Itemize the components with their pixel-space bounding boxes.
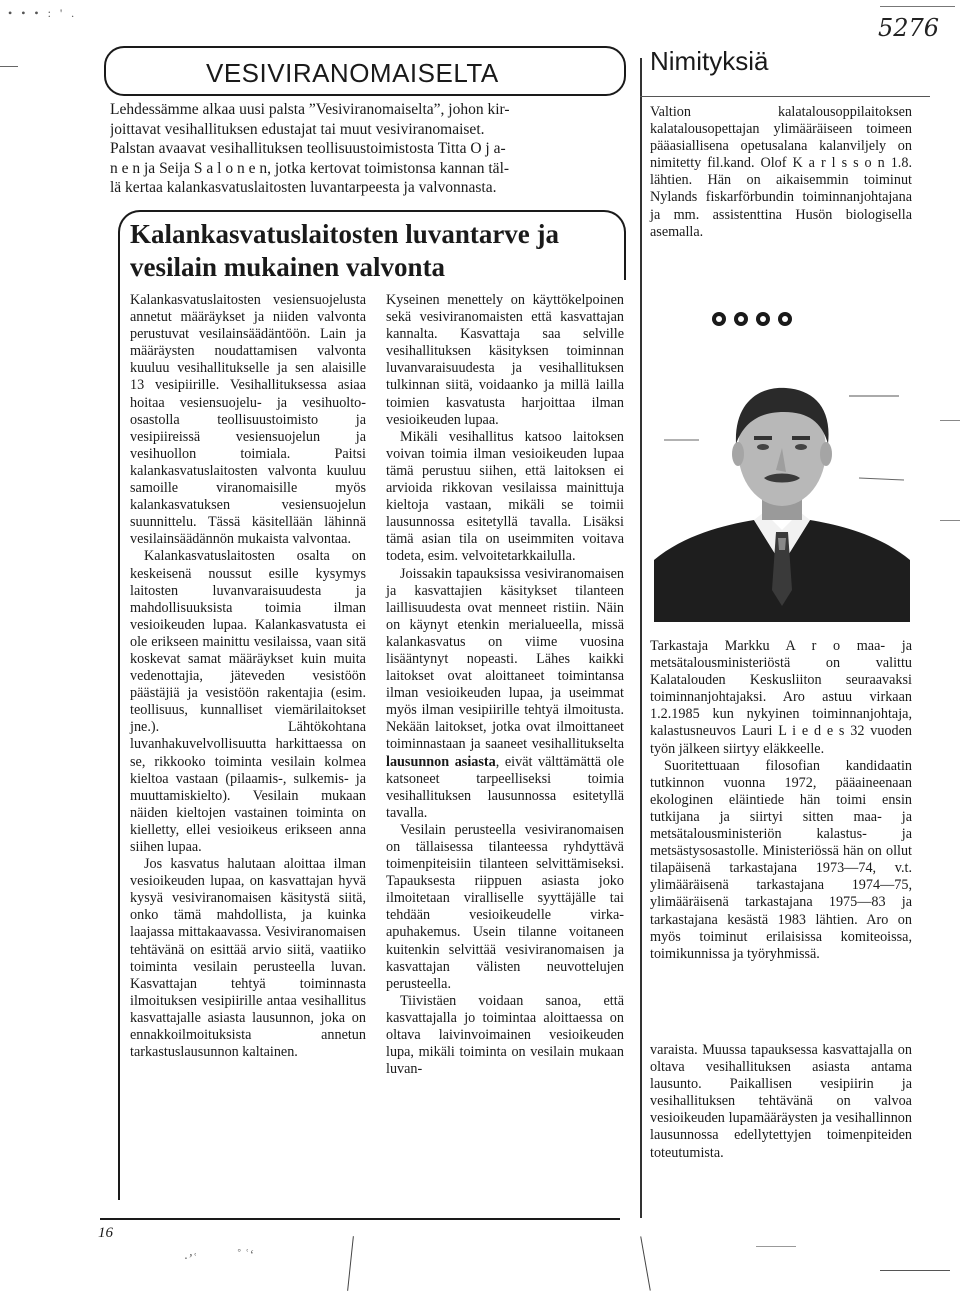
section-banner <box>104 46 626 96</box>
article-column-1 <box>130 292 366 1061</box>
intro-line: Lehdessämme alkaa uusi palsta ”Vesiviranomaiselta”, johon kir- <box>110 101 510 118</box>
paragraph: Suoritettuaan filosofian kandidaatin tutkinnon vuonna 1972, pääaineenaan ekologinen eläintiede hän toimi ensin tutkijana ja siirtyi sitten maa- ja metsätalousministeriön kalastus- ja metsästysosastolle. Ministeriössä hän on ollut tilapäisenä tarkastajana 1973—74, v.t. ylimääräisenä tarkastajana 1974—75, ylimääräisenä tarkastajana 1975—83 ja tarkastajana kesästä 1983 lähtien. Aro on myös toiminut erilaisissa komiteoissa, toimikunnissa ja työryhmissä. <box>650 757 912 962</box>
article-left-rule <box>118 280 120 1200</box>
paragraph: Kyseinen menettely on käyttökelpoinen sekä vesiviranomaisten että kasvattajan kannalta. Kasvattaja saa selville vesihallituksen käsityksen toiminnan luvanvaraisuudesta ja vesihallituksen tulkinnan siitä, voidaanko ja millä lailla toimien kasvatusta harjoittaa ilman vesioikeuden lupaa. <box>386 292 624 428</box>
article-continuation <box>650 1042 912 1162</box>
margin-tick <box>940 420 960 421</box>
margin-tick <box>940 520 960 521</box>
top-rule <box>880 6 955 7</box>
paragraph: Kalankasvatuslaitosten osalta on keskeisenä noussut esille kysymys laitosten luvanvaraisuudesta ja mahdollisuuksista toimia ilman vesioikeuden lupaa. Kalankasvatusta ei ole erikseen mainittu vesilaissa, vaan sitä koskevat samat määräykset kuin muita vedenottajia, jäteveden vesistöön päästäjiä ja vesistöön rakentajia (esim. teollisuus, kunnalliset viemärilaitokset jne.). Lähtökohtana luvanhakuvelvollisuutta harkittaessa on se, rikkooko toiminta vesilain kolmea kieltoa vastaan (pilaamis-, sulkemis- ja muuttamiskielto). Vesilain mukaan näiden kieltojen vastainen toiminta on kielletty, ellei vesioikeus erikseen anna siihen lupaa. <box>130 548 366 855</box>
sidebar-title-rule <box>640 96 930 97</box>
intro-line: Palstan avaavat vesihallituksen teollisuustoimistosta Titta O j a- <box>110 140 506 157</box>
appointment-item-2 <box>650 638 912 963</box>
paragraph: Vesilain perusteella vesiviranomaisen on tällaisessa tilanteessa ryhdyttävä toimenpiteisiin tilanteen selvittämiseksi. Tapauksesta riippuen asiasta joko ilmoitetaan viralliselle syyttäjälle tai tehdään vesioikeudelle virka-apuhakemus. Usein tilanne voitaneen kuitenkin selvittää vesiviranomaisen ja kasvattajan välisten neuvottelujen perusteella. <box>386 821 624 992</box>
stray-pen-mark <box>756 1246 796 1247</box>
banner-title: VESIVIRANOMAISELTA <box>206 58 499 88</box>
article-headline <box>130 218 630 284</box>
stray-pen-mark <box>640 1236 651 1290</box>
stray-pen-mark <box>880 1270 950 1271</box>
handwritten-page-number: 5276 <box>878 14 940 42</box>
intro-line: lä kertaa kalankasvatuslaitosten luvantarpeesta ja valvonnasta. <box>110 179 497 196</box>
intro-line: joittavat vesihallituksen edustajat tai muut vesiviranomaiset. <box>110 120 485 138</box>
corner-marks: • • • : ' . <box>8 6 78 20</box>
portrait-photo <box>654 360 910 622</box>
sidebar-divider <box>640 58 642 1218</box>
stray-pen-mark <box>347 1236 354 1291</box>
intro-line: n e n ja Seija S a l o n e n, jotka kertovat toimistonsa kannan täl- <box>110 159 510 177</box>
headline-line: Kalankasvatuslaitosten luvantarve ja <box>130 219 560 249</box>
portrait-image-icon <box>654 360 910 622</box>
headline-line: vesilain mukainen valvonta <box>130 252 446 282</box>
margin-scribble: ˚ ʿʻ <box>236 1248 254 1263</box>
appointment-item-1 <box>650 104 912 241</box>
paragraph: Tiivistäen voidaan sanoa, että kasvattajalla jo toimintaa aloittaessa on oltava laivinvoimainen vesioikeuden lupa, mikäli toiminta on vesilain mukaan luvan- <box>386 992 624 1078</box>
article-bottom-rule <box>100 1218 620 1220</box>
sidebar-title: Nimityksiä <box>650 46 769 76</box>
paragraph: Mikäli vesihallitus katsoo laitoksen voivan toimia ilman vesioikeuden lupaa tämä perustuu siihen, että laitoksen ei arvioida rikkovan vesilaissa mainittuja kieltoja vastaan, mikäli se toimii lausunnossa esitetyllä tavalla. Lisäksi tämä asian tila on useimmiten voitava todeta, esim. velvoitetarkkailulla. <box>386 428 624 565</box>
paragraph: varaista. Muussa tapauksessa kasvattajalla on oltava vesihallituksen asiasta antama lausunto. Paikallisen vesipiirin ja vesihallituksen tehtävänä on valvoa vesioikeuden lupamääräysten ja vesihallinnon lausunnossa edellytettyjen toimenpiteiden toteutumista. <box>650 1042 912 1161</box>
intro-paragraph <box>110 100 640 198</box>
margin-tick <box>0 66 18 67</box>
paragraph: Kalankasvatuslaitosten vesiensuojelusta annetut määräykset ja niiden valvonta perustuvat vesilainsäädäntöön. Lain ja määräysten noudattamisen valvonta kuuluu vesihallitukselle ja sen alaisille 13 vesipiirille. Vesihallituksessa asiaa hoitaa vesiensuojelu- ja vesihuolto-osastolla teollisuustoimisto ja vesipiireissä vesiensuojelun ja vesihuollon toimiala. Paitsi kalankasvatuslaitosten valvonta kuuluu samoille viranomaisille myös kalankasvatuksen vesiensuojelun suunnittelu. Tässä käsitellään lähinnä vesilainsäädännön mukaista valvontaa. <box>130 292 366 548</box>
paragraph: Tarkastaja Markku A r o maa- ja metsätalousministeriöstä on valittu Kalatalouden Keskusliiton seuraavaksi toiminnanjohtajaksi. Aro astuu virkaan 1.2.1985 kun nykyinen toiminnanjohtaja, kalastusneuvos Lauri L i e d e s 32 vuoden työn jälkeen siirtyy eläkkeelle. <box>650 638 912 757</box>
paragraph: Jos kasvatus halutaan aloittaa ilman vesioikeuden lupaa, on kasvattajan hyvä kysyä vesiviranomaisen käsitystä siitä, onko tämä mahdollista, ja kuinka laajassa mittakaavassa. Vesiviranomaisen tehtävänä on esittää arvio siitä, vaatiiko toiminta vesilain perusteella luvan. Kasvattajan tehtyä toiminnasta ilmoituksen vesipiirille antaa vesihallitus kasvattajalle asiasta lausunnon, joka on ennakkoilmoituksista annetun tarkastuslausunnon kaltainen. <box>130 856 366 1061</box>
paragraph: Valtion kalatalousoppilaitoksen kalatalousopettajan ylimääräiseen toimeen pääasiallisena opetusalana kalanviljely on nimitetty fil.kand. Olof K a r l s s o n 1.8. lähtien. Hän on aikaisemmin toiminut Nylands fiskarförbundin toiminnanjohtajana ja mm. assistenttina Husön biologisella asemalla. <box>650 104 912 240</box>
ornament-icon <box>710 310 800 328</box>
paragraph: Joissakin tapauksissa vesiviranomaisen ja kasvattajien käsitykset tilanteen laillisuudesta ovat menneet ristiin. Näin on käynyt etenkin merialueella, missä kalankasvatus on viime vuosina lisääntynyt nopeasti. Lähes kaikki laitokset ovat aloittaneet toimintansa ilman vesioikeuden lupaa, ja useimmat myös ilman vesipiirille tehtyä ilmoitusta. Nekään laitokset, jotka ovat ilmoittaneet toiminnastaan ja saaneet vesihallitukselta lausunnon asiasta, eivät välttämättä ole katsoneet tarpeelliseksi toimia vesihallituksen lausunnossa esitetyllä tavalla. <box>386 565 624 821</box>
page-number: 16 <box>98 1225 113 1241</box>
margin-scribble: ·’ʿ <box>184 1252 197 1267</box>
article-column-2 <box>386 292 624 1078</box>
ornament-divider <box>710 310 800 328</box>
bold-phrase: lausunnon asiasta <box>386 753 496 770</box>
